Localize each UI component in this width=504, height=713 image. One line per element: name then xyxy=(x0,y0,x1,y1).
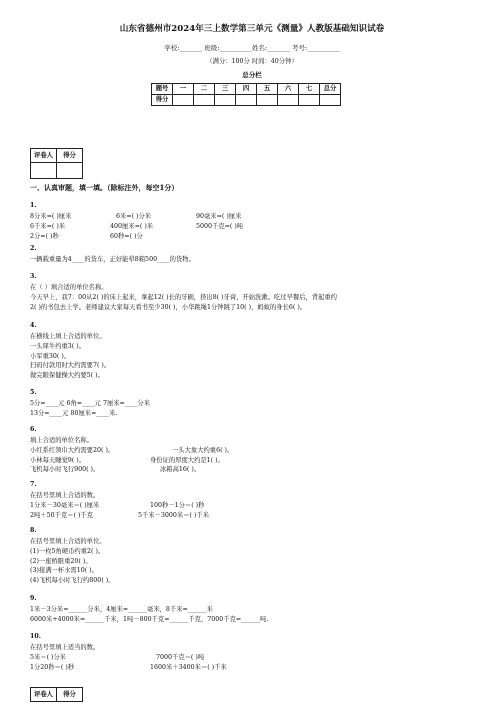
grader-label: 评卷人 xyxy=(31,149,57,163)
score-cell xyxy=(236,95,257,106)
q1-item: 8分米=( )厘米 xyxy=(30,213,72,220)
grader-score-label: 得分 xyxy=(57,149,83,163)
score-header-cell: 七 xyxy=(299,84,320,95)
section-1-title: 一、认真审题，填一填。（除标注外，每空1分） xyxy=(30,183,179,192)
question-text: 一头犀牛约重3( )。 xyxy=(30,342,85,350)
question-10 xyxy=(30,633,227,673)
score-table-label: 总分栏 xyxy=(242,71,262,79)
exam-note: （满分：100分 时间：40分钟） xyxy=(206,58,298,65)
score-cell xyxy=(257,95,278,106)
score-cell xyxy=(278,95,299,106)
question-text: 扫码付款用时大约需要7( )。 xyxy=(30,362,111,370)
q6-item: 冰箱高16( )。 xyxy=(160,466,201,474)
question-text: 2( )的书包去上学。老师建议大家每天看书至少30( )，小华跳绳1分钟跳了10( )，蚂蚁的身长6( )。 xyxy=(30,303,307,311)
question-text: 小军重30( )。 xyxy=(30,352,71,360)
score-header-cell: 二 xyxy=(194,84,215,95)
question-number: 4. xyxy=(30,322,37,329)
q6-item: 小红系红领巾大约需要20( )。 xyxy=(30,446,115,454)
question-text: 1米－3分米=______分米，4厘米=______毫米，8千米=______米 xyxy=(30,606,213,613)
question-text: (3)接满一杯水需10( )。 xyxy=(30,567,98,575)
score-cell xyxy=(215,95,236,106)
q1-item: 400厘米=( )米 xyxy=(110,222,154,230)
question-text: 5分=____元 6角=____元 7厘米=____分米 xyxy=(30,400,151,407)
q10-item: 7000千克＝( )吨 xyxy=(156,653,205,661)
score-cell xyxy=(320,95,341,106)
q6-item: 身份证的厚度大约是1( )。 xyxy=(150,456,224,464)
q1-item: 6千米=( )米 xyxy=(30,222,66,230)
question-text: (4)飞机每小时飞行约800( )。 xyxy=(30,577,115,585)
question-text: 在括号里填上合适的数。 xyxy=(30,492,100,499)
question-number: 2. xyxy=(30,245,37,252)
question-9 xyxy=(30,595,268,626)
question-text: 13分=____元 80厘米=____米. xyxy=(30,409,118,417)
question-text: 今天早上，我7：00从2( )的床上起来，拿起12( )长的牙刷，挤出8( )牙膏，开始洗漱。吃过早餐后，背起重约 xyxy=(30,293,337,301)
score-header-cell: 四 xyxy=(236,84,257,95)
score-header-cell: 一 xyxy=(173,84,194,95)
score-header-cell: 五 xyxy=(257,84,278,95)
question-number: 9. xyxy=(30,595,37,602)
q1-item: 60秒=( )分 xyxy=(110,232,143,240)
question-1 xyxy=(30,202,243,242)
question-number: 3. xyxy=(30,273,37,280)
score-header-cell: 六 xyxy=(278,84,299,95)
grader-box-top xyxy=(30,148,83,179)
score-cell xyxy=(194,95,215,106)
score-cell xyxy=(299,95,320,106)
grader-score-label: 得分 xyxy=(57,688,83,702)
question-text: (1)一枚5角硬币约重2( )。 xyxy=(30,547,105,555)
q7-item: 100秒－1分＝( )秒 xyxy=(150,501,205,509)
question-text: 在（ ）填合适的单位名称。 xyxy=(30,284,108,291)
question-text: 在括号里填上适当的数。 xyxy=(30,644,100,651)
q6-item: 飞机每小时飞行900( )。 xyxy=(30,466,100,474)
score-table xyxy=(151,83,341,106)
question-4 xyxy=(30,322,110,382)
q7-item: 1分米－30毫米＝( )厘米 xyxy=(30,501,100,509)
question-number: 5. xyxy=(30,389,37,396)
q6-item: 一头大象大约重6( )。 xyxy=(172,446,234,454)
question-2 xyxy=(30,245,195,266)
grader-cell xyxy=(31,163,57,179)
question-3 xyxy=(30,273,337,313)
q7-item: 5千米－3000米＝( )千米 xyxy=(138,511,210,519)
q1-item: 5000千克=( )吨 xyxy=(196,222,244,230)
question-text: 做完眼保健操大约要5( )。 xyxy=(30,372,104,380)
question-number: 8. xyxy=(30,527,37,534)
score-header-cell: 题号 xyxy=(152,84,173,95)
grader-cell xyxy=(57,163,83,179)
page-title: 山东省德州市2024年三上数学第三单元《测量》人教版基础知识试卷 xyxy=(119,24,385,34)
question-text: 在括号里填上合适的单位。 xyxy=(30,538,106,545)
student-info-line: 学校:_______ 班级:__________姓名:_______ 考号:__________ xyxy=(164,44,340,52)
score-cell xyxy=(173,95,194,106)
grader-box-bottom xyxy=(30,687,83,702)
score-header-cell: 总分 xyxy=(320,84,341,95)
question-text: 在横线上填上合适的单位。 xyxy=(30,333,106,340)
question-text: (2)一座桥限重20( )。 xyxy=(30,557,92,565)
question-7 xyxy=(30,481,209,521)
q10-item: 5米＝( )分米 xyxy=(30,653,67,661)
q1-item: 2分=( )秒 xyxy=(30,232,59,240)
q1-item: 6米=( )分米 xyxy=(116,213,152,220)
grader-label: 评卷人 xyxy=(31,688,57,702)
question-number: 10. xyxy=(30,633,41,640)
q7-item: 2吨＋50千克＝( )千克 xyxy=(30,511,94,519)
q10-item: 1600米＋3400米＝( )千米 xyxy=(150,663,227,671)
question-8 xyxy=(30,527,115,587)
question-number: 7. xyxy=(30,481,37,488)
q10-item: 1分20秒＝( )秒 xyxy=(30,663,75,671)
question-number: 1. xyxy=(30,202,37,209)
question-number: 6. xyxy=(30,426,37,433)
question-text: 6000米+4000米=______千米，1吨－800千克=______千克，7000千克=______吨. xyxy=(30,615,269,623)
question-text: 一辆载重量为4____的货车，正好能晕8箱500____的货物。 xyxy=(30,256,195,263)
score-header-cell: 三 xyxy=(215,84,236,95)
q6-item: 小林每天睡觉9( )。 xyxy=(30,456,85,464)
score-row-label: 得分 xyxy=(152,95,173,106)
q1-item: 90毫米=( )厘米 xyxy=(196,213,242,220)
question-5 xyxy=(30,389,150,420)
question-6 xyxy=(30,426,233,476)
question-text: 填上合适的单位名称。 xyxy=(30,437,93,444)
